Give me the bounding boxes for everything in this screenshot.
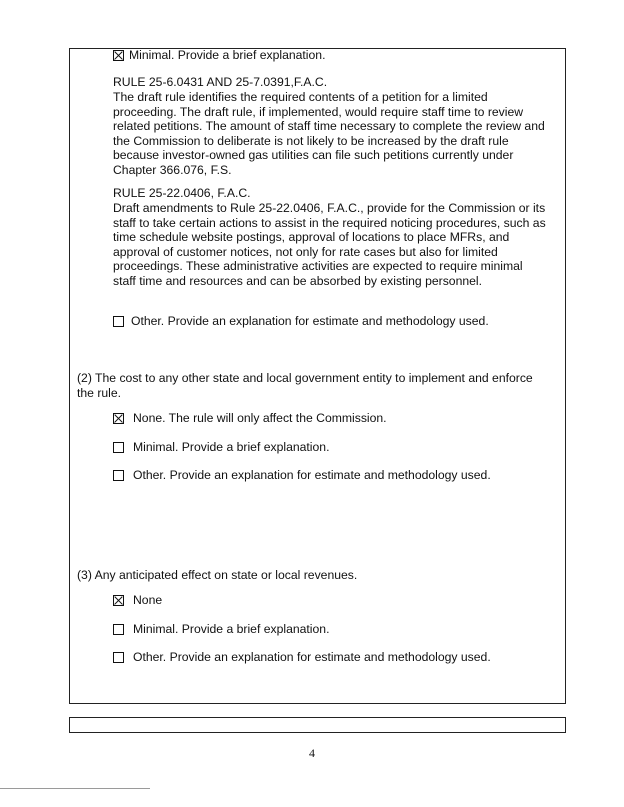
none-checkbox-checked[interactable]	[113, 413, 124, 424]
rule-a-line: because investor-owned gas utilities can file such petitions currently under	[113, 148, 514, 163]
rule-a-line: the Commission to deliberate is not likely to be increased by the draft rule	[113, 133, 509, 148]
minimal-option-label: Minimal. Provide a brief explanation.	[133, 440, 330, 454]
other-checkbox[interactable]	[113, 652, 124, 663]
question-2	[77, 371, 557, 400]
other-checkbox[interactable]	[113, 316, 124, 327]
rule-b-line: time schedule website postings, approval of locations to place MFRs, and	[113, 230, 510, 245]
minimal-checkbox[interactable]	[113, 624, 124, 635]
rule-a-line: Chapter 366.076, F.S.	[113, 162, 232, 177]
minimal-checkbox-checked[interactable]	[113, 50, 124, 61]
other-option-label: Other. Provide an explanation for estimate and methodology used.	[133, 650, 491, 664]
other-checkbox[interactable]	[113, 470, 124, 481]
rule-b-line: Draft amendments to Rule 25-22.0406, F.A.C., provide for the Commission or its	[113, 201, 546, 215]
minimal-checkbox[interactable]	[113, 442, 124, 453]
none-checkbox-checked[interactable]	[113, 595, 124, 606]
rule-a-line: The draft rule identifies the required contents of a petition for a limited	[113, 90, 488, 104]
none-option-label: None	[133, 593, 163, 607]
rule-a-heading: RULE 25-6.0431 AND 25-7.0391,F.A.C.	[113, 75, 328, 89]
other-option-label: Other. Provide an explanation for estimate and methodology used.	[133, 468, 491, 482]
rule-a-line: proceeding. The draft rule, if implemented, would require staff time to review	[113, 104, 524, 119]
other-option-label: Other. Provide an explanation for estimate and methodology used.	[131, 314, 489, 328]
rule-b-line: proceedings. These administrative activities are expected to require minimal	[113, 259, 523, 274]
rule-a-line: related petitions. The amount of staff time necessary to complete the review and	[113, 119, 545, 134]
rule-b-explanation	[113, 201, 563, 289]
rule-b-line: staff to take certain actions to assist in the required noticing procedures, such as	[113, 215, 546, 230]
rule-b-line: staff time and resources and can be absorbed by existing personnel.	[113, 273, 483, 288]
none-option-label: None. The rule will only affect the Commission.	[133, 411, 387, 425]
minimal-option-label: Minimal. Provide a brief explanation.	[133, 622, 330, 636]
scan-edge-line	[0, 788, 150, 789]
minimal-option-label: Minimal. Provide a brief explanation.	[129, 48, 326, 62]
empty-bottom-box	[69, 717, 566, 733]
question-3: (3) Any anticipated effect on state or local revenues.	[77, 568, 358, 582]
rule-a-explanation	[113, 90, 563, 178]
question-2-line: (2) The cost to any other state and local government entity to implement and enforce	[77, 371, 533, 385]
page-number: 4	[309, 746, 315, 760]
question-2-line: the rule.	[77, 385, 122, 400]
rule-b-line: approval of customer notices, not only for rate cases but also for limited	[113, 244, 498, 259]
rule-b-heading: RULE 25-22.0406, F.A.C.	[113, 186, 251, 200]
